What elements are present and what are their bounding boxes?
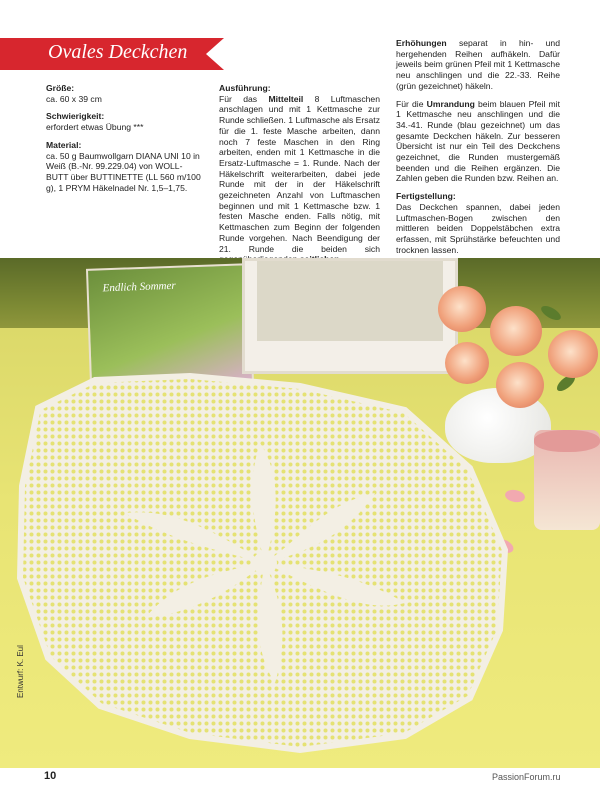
instructions-column <box>219 83 380 265</box>
page-number: 10 <box>44 770 57 782</box>
execution-label: Ausführung: <box>219 83 271 93</box>
site-watermark: PassionForum.ru <box>492 772 561 782</box>
raises-term: Erhöhungen <box>396 38 447 48</box>
materials-column <box>46 83 204 200</box>
material-value: ca. 50 g Baumwollgarn DIANA UNI 10 in Weiß (B.-Nr. 99.229.04) von WOLL-BUTT über BUTTINETTE (LL 560 m/100 g), 1 PRYM Häkelnadel Nr. 1,5–1,75. <box>46 150 201 193</box>
size-label: Größe: <box>46 83 75 93</box>
execution-text-b: 8 Luftmaschen anschlagen und mit 1 Kettmasche zur Runde schließen. 1 Luftmasche als Ersatz für die 1. feste Masche arbeiten, dann noch 7 feste Maschen in den Ring arbeiten, enden mit 1 Kettmasche in die Ersatz-Luftmasche = 1. Runde. Nach der Häkelschrift weiterarbeiten, dabei jede Runde mit der in der Häkelschrift gezeichneten Anzahl von Luftmaschen beginnen und mit 1 Kettmasche bzw. 1 festen Masche enden. Falls nötig, mit Kettmaschen zum Beginn der folgenden Runde vorgehen. Nach Beendigung der 21. Runde die beiden sich <box>219 93 380 254</box>
border-text-b: beim blauen Pfeil mit 1 Kettmasche neu anschlingen und die 34.-41. Runde (blau gezeichnet) um das gesamte Deckchen häkeln. Zur besseren Übersicht ist nur ein Teil des Deckchens gezeichnet, die Runden mustergemäß beenden und die Reihen ergänzen. Die Zahlen geben die Runden bzw. Reihen an. <box>396 98 560 184</box>
finishing-text: Das Deckchen spannen, dabei jeden Luftmaschen-Bogen zwischen den mittleren beiden Doppelstäbchen extra erfassen, mit Sprühstärke befeuchten und trocknen lassen. <box>396 201 560 255</box>
difficulty-value: erfordert etwas Übung *** <box>46 122 144 133</box>
size-value: ca. 60 x 39 cm <box>46 93 102 104</box>
material-label: Material: <box>46 139 82 150</box>
difficulty-label: Schwierigkeit: <box>46 111 105 122</box>
finishing-label: Fertigstellung: <box>396 191 456 202</box>
center-part-term: Mittelteil <box>268 93 304 104</box>
design-credit: Entwurf: K. Eul <box>16 645 25 698</box>
raises-text: separat in hin- und hergehenden Reihen aufhäkeln. Dafür jeweils beim grünen Pfeil mit 1 Kettmasche neu anschlingen und die 22.-33. Reihe (grün gezeichnet) häkeln. <box>396 38 560 91</box>
continuation-column <box>396 38 560 262</box>
title-ribbon <box>0 38 224 70</box>
crocheted-doily <box>0 258 600 768</box>
border-term: Umrandung <box>426 98 475 109</box>
border-text-a: Für die <box>396 98 427 109</box>
doily-photo <box>0 258 600 768</box>
page-title: Ovales Deckchen <box>48 41 188 63</box>
execution-text-a: Für das <box>219 93 269 104</box>
card-text: Endlich Sommer <box>102 279 176 295</box>
